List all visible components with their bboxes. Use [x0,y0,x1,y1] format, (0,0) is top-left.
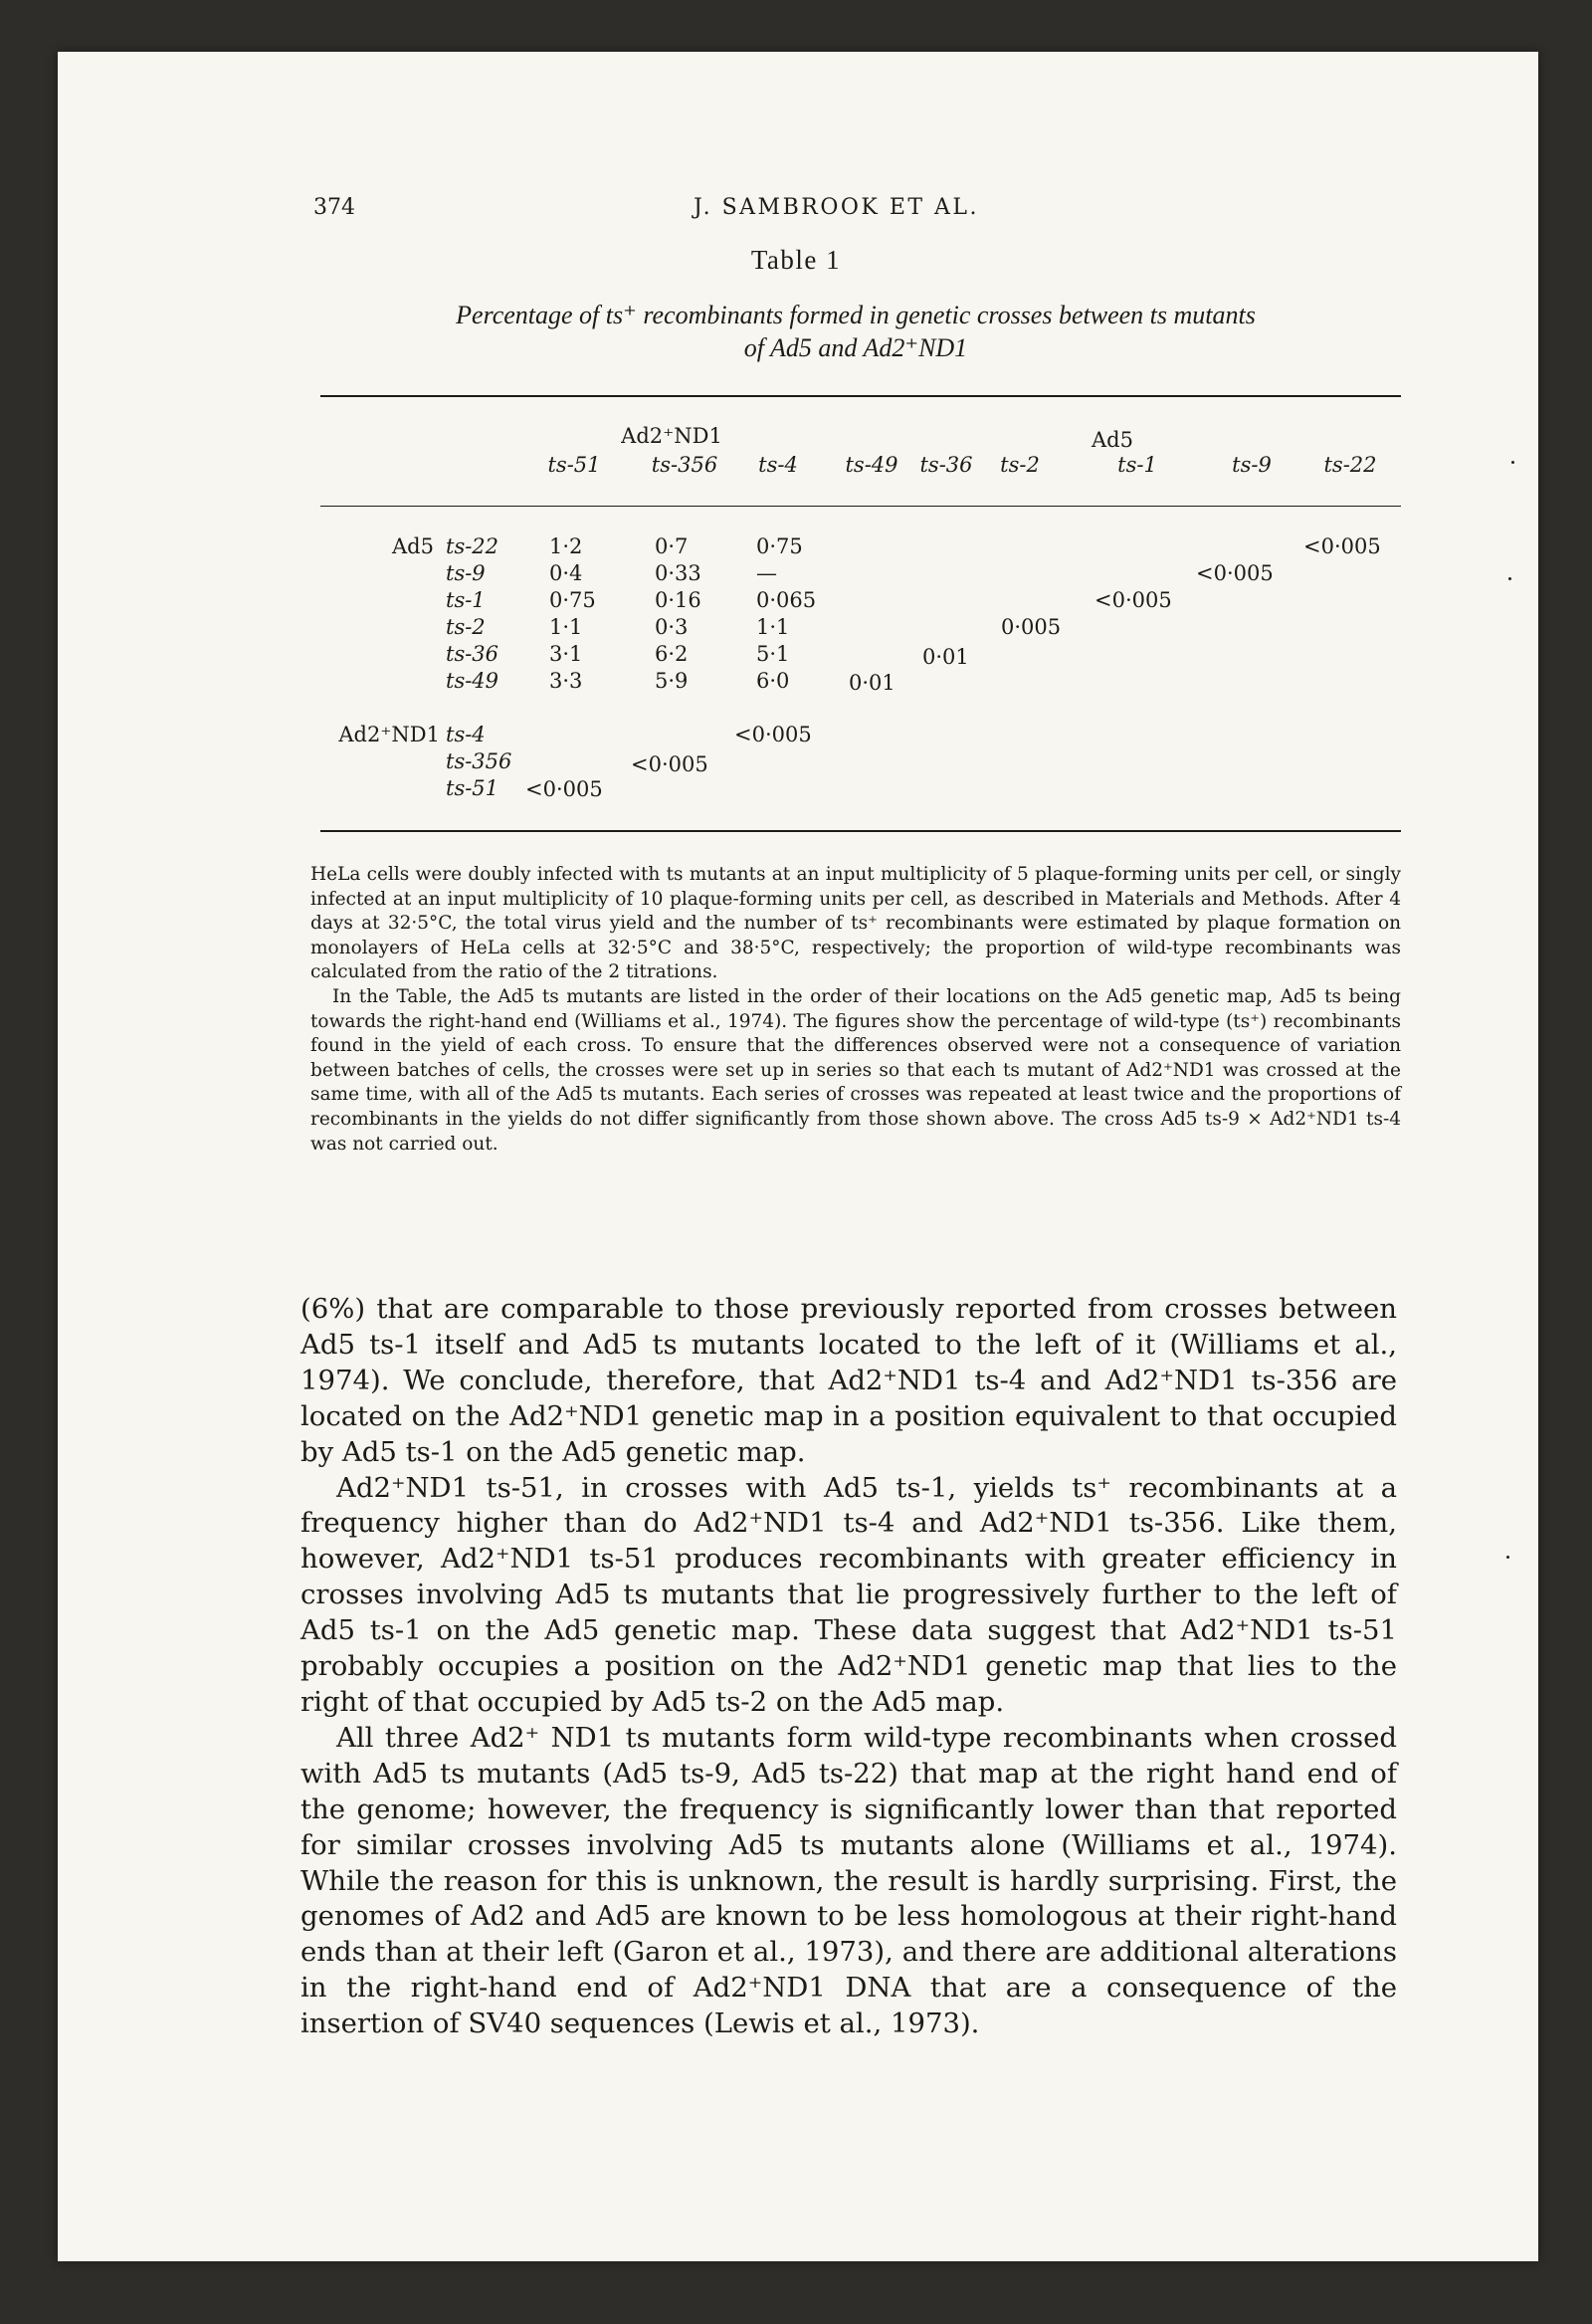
table-label: Table 1 [750,245,842,275]
row-label: ts-2 [446,615,486,639]
col-header: ts-49 [845,453,898,477]
table-cell: 0·75 [549,588,596,612]
running-title: J. SAMBROOK ET AL. [694,195,980,220]
table-cell: 5·1 [756,642,790,666]
table-cell: 1·2 [549,534,583,558]
table-cell: 0·4 [549,561,583,585]
table-cell: <0·005 [631,752,708,776]
row-label: ts-9 [446,561,486,585]
margin-speck [1511,461,1514,464]
body-paragraph: Ad2⁺ND1 ts-51, in crosses with Ad5 ts-1, yields ts⁺ recombinants at a frequency higher than do Ad2⁺ND1 ts-4 and Ad2⁺ND1 ts-356. Like them, however, Ad2⁺ND1 ts-51 produces recombinants with greater efficiency in crosses involving Ad5 ts mutants that lie progressively further to the left of Ad5 ts-1 on the Ad5 genetic map. These data suggest that Ad2⁺ND1 ts-51 probably occupies a position on the Ad2⁺ND1 genetic map that lies to the right of that occupied by Ad5 ts-2 on the Ad5 map. [300,1471,1397,1718]
table-cell: 1·1 [549,615,583,639]
col-header: ts-51 [547,453,601,477]
table-cell: 0·005 [1001,615,1062,639]
table-cell: 5·9 [655,669,689,693]
body-text [300,1292,1397,2042]
margin-speck [1506,1556,1509,1559]
table-cell: <0·005 [734,723,812,746]
table-caption [259,299,1453,364]
row-label: ts-22 [446,534,499,558]
table-cell: 0·75 [756,534,803,558]
row-label: ts-356 [446,749,512,773]
margin-speck [1508,577,1511,580]
table-cell: 6·2 [655,642,689,666]
col-header: ts-2 [1000,453,1040,477]
table-cell: — [756,561,777,585]
table-cell: 0·7 [655,534,689,558]
table-cell: <0·005 [1094,588,1172,612]
col-group-ad5: Ad5 [1092,428,1133,452]
table-caption-line1: Percentage of ts⁺ recombinants formed in genetic crosses between ts mutants [456,301,1256,329]
table-cell: 1·1 [756,615,790,639]
col-group-ad2nd1: Ad2⁺ND1 [621,424,722,448]
col-header: ts-36 [919,453,973,477]
table-cell: 0·16 [655,588,701,612]
footnote-paragraph: In the Table, the Ad5 ts mutants are listed in the order of their locations on the Ad5 genetic map, Ad5 ts being towards the right-hand end (Williams et al., 1974). The figures show the percentage of wild-type (ts⁺) recombinants found in the yield of each cross. To ensure that the differences observed were not a consequence of variation between batches of cells, the crosses were set up in series so that each ts mutant of Ad2⁺ND1 was crossed at the same time, with all of the Ad5 ts mutants. Each series of crosses was repeated at least twice and the proportions of recombinants in the yields do not differ significantly from those shown above. The cross Ad5 ts-9 × Ad2⁺ND1 ts-4 was not carried out. [310,985,1401,1155]
row-group-ad5: Ad5 [392,534,434,558]
row-label: ts-36 [446,642,499,666]
footnote-paragraph: HeLa cells were doubly infected with ts mutants at an input multiplicity of 5 plaque-forming units per cell, or singly infected at an input multiplicity of 10 plaque-forming units per cell, as described in Materials and Methods. After 4 days at 32·5°C, the total virus yield and the number of ts⁺ recombinants were estimated by plaque formation on monolayers of HeLa cells at 32·5°C and 38·5°C, respectively; the proportion of wild-type recombinants was calculated from the ratio of the 2 titrations. [310,864,1401,983]
table-footnote [310,863,1401,1157]
col-header: ts-4 [758,453,798,477]
table-cell: <0·005 [1196,561,1274,585]
table-cell: 6·0 [756,669,790,693]
page-number: 374 [313,195,355,220]
table-cell: 0·01 [922,645,969,669]
table-top-rule [320,395,1401,397]
table-cell: 3·3 [549,669,583,693]
col-header: ts-9 [1232,453,1272,477]
row-label: ts-51 [446,776,499,800]
table-header-rule [320,506,1401,507]
body-paragraph: All three Ad2⁺ ND1 ts mutants form wild-type recombinants when crossed with Ad5 ts mutants (Ad5 ts-9, Ad5 ts-22) that map at the right hand end of the genome; however, the frequency is significantly lower than that reported for similar crosses involving Ad5 ts mutants alone (Williams et al., 1974). While the reason for this is unknown, the result is hardly surprising. First, the genomes of Ad2 and Ad5 are known to be less homologous at their right-hand ends than at their left (Garon et al., 1973), and there are additional alterations in the right-hand end of Ad2⁺ND1 DNA that are a consequence of the insertion of SV40 sequences (Lewis et al., 1973). [300,1721,1397,2040]
table-cell: <0·005 [525,777,603,801]
col-header: ts-22 [1323,453,1377,477]
table-cell: 0·065 [756,588,817,612]
col-header: ts-1 [1117,453,1157,477]
table-cell: <0·005 [1303,534,1381,558]
table-caption-line2: of Ad5 and Ad2⁺ND1 [743,333,968,362]
row-group-ad2nd1: Ad2⁺ND1 [338,723,440,746]
row-label: ts-49 [446,669,499,693]
table-cell: 0·3 [655,615,689,639]
row-label: ts-4 [446,723,486,746]
col-header: ts-356 [651,453,718,477]
body-paragraph: (6%) that are comparable to those previously reported from crosses between Ad5 ts-1 itself and Ad5 ts mutants located to the left of it (Williams et al., 1974). We conclude, therefore, that Ad2⁺ND1 ts-4 and Ad2⁺ND1 ts-356 are located on the Ad2⁺ND1 genetic map in a position equivalent to that occupied by Ad5 ts-1 on the Ad5 genetic map. [300,1293,1397,1468]
table-cell: 0·01 [849,671,896,695]
table-cell: 0·33 [655,561,701,585]
table-cell: 3·1 [549,642,583,666]
table-bottom-rule [320,830,1401,832]
row-label: ts-1 [446,588,486,612]
